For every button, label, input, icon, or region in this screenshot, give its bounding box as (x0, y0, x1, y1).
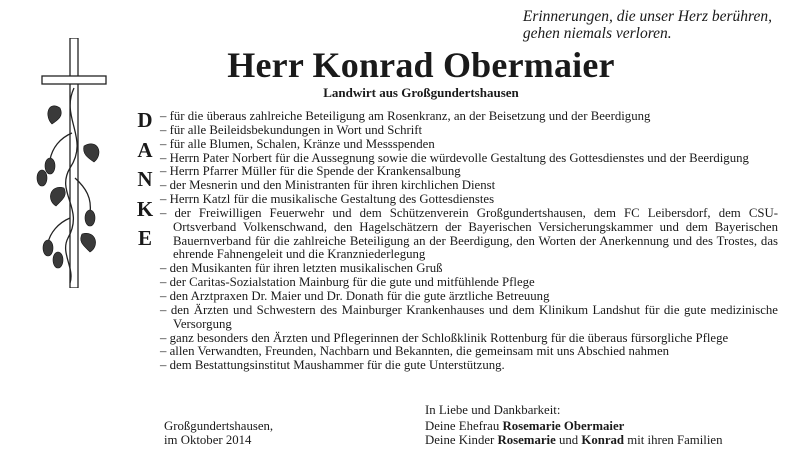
thanks-item: – allen Verwandten, Freunden, Nachbarn und Bekannten, die gemeinsam mit uns Abschied nahmen (160, 345, 778, 359)
thanks-item: – für alle Blumen, Schalen, Kränze und Messspenden (160, 138, 778, 152)
deceased-subtitle: Landwirt aus Großgundertshausen (323, 85, 519, 100)
thanks-list (160, 110, 778, 373)
thanks-item: – ganz besonders den Ärzten und Pflegerinnen der Schloßklinik Rottenburg für die überaus fürsorgliche Pflege (160, 332, 778, 346)
thanks-item: – Herrn Katzl für die musikalische Gestaltung des Gottesdienstes (160, 193, 778, 207)
danke-vertical (132, 106, 158, 254)
thanks-item: – der Freiwilligen Feuerwehr und dem Schützenverein Großgundertshausen, dem FC Leibersdorf, dem CSU-Ortsverband Volkenschwand, den Hagelschätzern der Bayerischen Versicherungskammer und dem Bayerischen Bauernverband für die zahlreiche Beteiligung an der Beerdigung, den Worten der Anerkennung und des Trostes, das ehrende Fahnengeleit und die Kranzniederlegung (160, 207, 778, 262)
thanks-item: – den Arztpraxen Dr. Maier und Dr. Donath für die gute ärztliche Betreuung (160, 290, 778, 304)
motto (523, 8, 772, 42)
family-line-1-prefix: Deine Ehefrau (425, 419, 503, 433)
motto-line-2: gehen niemals verloren. (522, 25, 672, 42)
family-line-1 (425, 420, 723, 434)
danke-letter: A (137, 137, 153, 162)
danke-letter: K (136, 196, 154, 221)
child-name-2: Konrad (581, 432, 625, 447)
family-line-2-mid: und (555, 432, 582, 447)
widow-name: Rosemarie Obermaier (502, 419, 625, 433)
place-date (164, 420, 273, 448)
deceased-name: Herr Konrad Obermaier (227, 45, 615, 85)
place-line: Großgundertshausen, (164, 419, 274, 433)
family-line-2-prefix: Deine Kinder (425, 432, 498, 447)
thanks-item: – der Mesnerin und den Ministranten für ihren kirchlichen Dienst (160, 179, 778, 193)
family-line-2 (425, 434, 723, 448)
thanks-item: – Herrn Pater Norbert für die Aussegnung sowie die würdevolle Gestaltung des Gottesdienstes und der Beerdigung (160, 152, 778, 166)
date-line: im Oktober 2014 (164, 432, 252, 447)
danke-letter: N (137, 167, 153, 191)
thanks-item: – für die überaus zahlreiche Beteiligung am Rosenkranz, an der Beisetzung und der Beerdigung (160, 110, 778, 124)
danke-letter: E (137, 226, 152, 250)
motto-line-1: Erinnerungen, die unser Herz berühren, (522, 8, 772, 25)
thanks-item: – Herrn Pfarrer Müller für die Spende der Krankensalbung (160, 165, 778, 179)
thanks-item: – den Musikanten für ihren letzten musikalischen Gruß (160, 262, 778, 276)
family-signature (425, 420, 723, 448)
thanks-item: – den Ärzten und Schwestern des Mainburger Krankenhauses und dem Klinikum Landshut für die gute medizinische Versorgung (160, 304, 778, 332)
thanks-item: – der Caritas-Sozialstation Mainburg für die gute und mitfühlende Pflege (160, 276, 778, 290)
family-line-2-suffix: mit ihren Familien (624, 432, 723, 447)
closing-line: In Liebe und Dankbarkeit: (425, 403, 561, 417)
thanks-item: – für alle Beileidsbekundungen in Wort und Schrift (160, 124, 778, 138)
thanks-item: – dem Bestattungsinstitut Maushammer für die gute Unterstützung. (160, 359, 778, 373)
child-name-1: Rosemarie (497, 432, 556, 447)
danke-letter: D (137, 108, 153, 132)
